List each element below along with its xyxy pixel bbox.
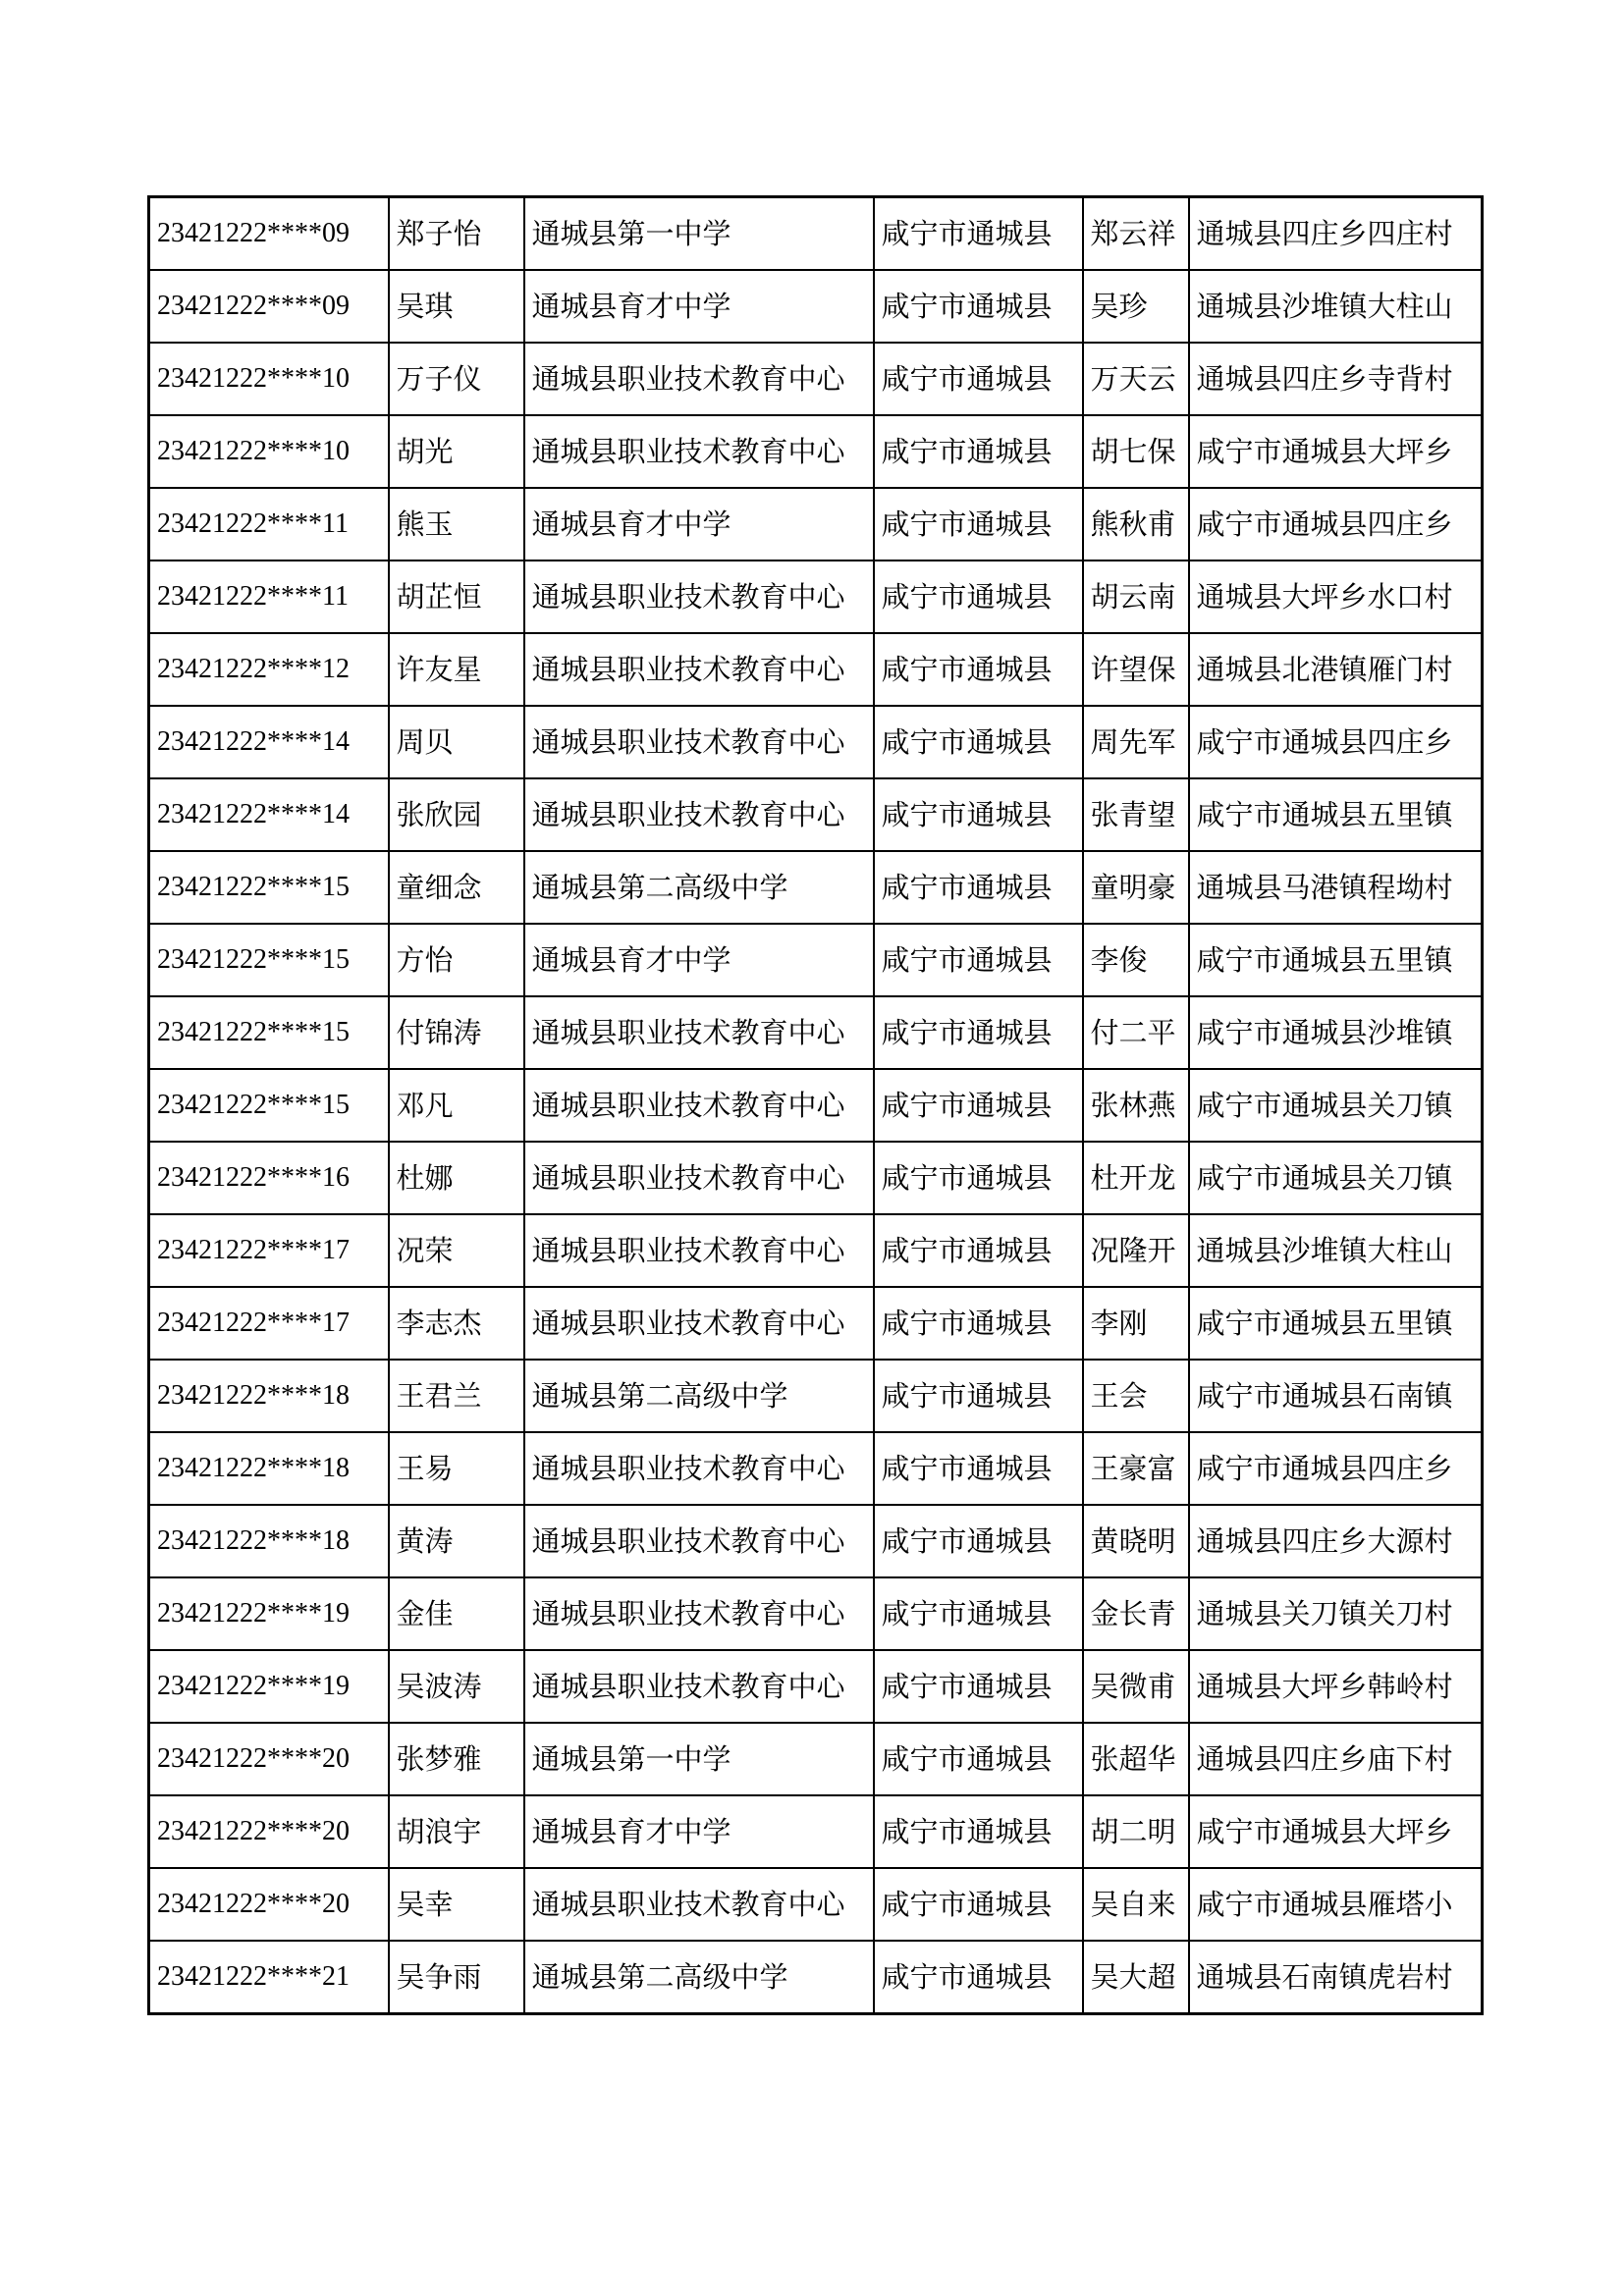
id-cell: 23421222****18	[149, 1360, 389, 1432]
guardian-cell: 胡云南	[1083, 561, 1189, 633]
address-cell: 咸宁市通城县五里镇	[1189, 778, 1483, 851]
name-cell: 许友星	[389, 633, 524, 706]
guardian-cell: 童明豪	[1083, 851, 1189, 924]
school-cell: 通城县职业技术教育中心	[524, 633, 874, 706]
school-cell: 通城县育才中学	[524, 924, 874, 996]
name-cell: 吴争雨	[389, 1941, 524, 2014]
table-row	[149, 1505, 1483, 1577]
region-cell: 咸宁市通城县	[874, 633, 1083, 706]
guardian-cell: 万天云	[1083, 343, 1189, 415]
name-cell: 熊玉	[389, 488, 524, 561]
name-cell: 黄涛	[389, 1505, 524, 1577]
table-row	[149, 415, 1483, 488]
table-row	[149, 1360, 1483, 1432]
address-cell: 通城县北港镇雁门村	[1189, 633, 1483, 706]
table-row	[149, 270, 1483, 343]
address-cell: 通城县四庄乡四庄村	[1189, 197, 1483, 271]
address-cell: 通城县四庄乡寺背村	[1189, 343, 1483, 415]
id-cell: 23421222****12	[149, 633, 389, 706]
name-cell: 童细念	[389, 851, 524, 924]
id-cell: 23421222****20	[149, 1723, 389, 1795]
name-cell: 郑子怡	[389, 197, 524, 271]
region-cell: 咸宁市通城县	[874, 851, 1083, 924]
table-row	[149, 706, 1483, 778]
table-row	[149, 561, 1483, 633]
region-cell: 咸宁市通城县	[874, 1795, 1083, 1868]
id-cell: 23421222****21	[149, 1941, 389, 2014]
name-cell: 胡芷恒	[389, 561, 524, 633]
address-cell: 通城县马港镇程坳村	[1189, 851, 1483, 924]
guardian-cell: 付二平	[1083, 996, 1189, 1069]
name-cell: 张梦雅	[389, 1723, 524, 1795]
id-cell: 23421222****15	[149, 851, 389, 924]
table-row	[149, 778, 1483, 851]
address-cell: 通城县大坪乡水口村	[1189, 561, 1483, 633]
region-cell: 咸宁市通城县	[874, 1941, 1083, 2014]
address-cell: 咸宁市通城县关刀镇	[1189, 1142, 1483, 1214]
table-row	[149, 1142, 1483, 1214]
id-cell: 23421222****10	[149, 343, 389, 415]
name-cell: 周贝	[389, 706, 524, 778]
table-row	[149, 197, 1483, 271]
address-cell: 通城县四庄乡大源村	[1189, 1505, 1483, 1577]
table-row	[149, 851, 1483, 924]
guardian-cell: 黄晓明	[1083, 1505, 1189, 1577]
school-cell: 通城县职业技术教育中心	[524, 1214, 874, 1287]
region-cell: 咸宁市通城县	[874, 1505, 1083, 1577]
school-cell: 通城县职业技术教育中心	[524, 1287, 874, 1360]
region-cell: 咸宁市通城县	[874, 1142, 1083, 1214]
table-row	[149, 343, 1483, 415]
address-cell: 咸宁市通城县四庄乡	[1189, 706, 1483, 778]
name-cell: 胡浪宇	[389, 1795, 524, 1868]
table-row	[149, 488, 1483, 561]
guardian-cell: 胡七保	[1083, 415, 1189, 488]
school-cell: 通城县职业技术教育中心	[524, 996, 874, 1069]
id-cell: 23421222****19	[149, 1650, 389, 1723]
region-cell: 咸宁市通城县	[874, 1287, 1083, 1360]
name-cell: 胡光	[389, 415, 524, 488]
guardian-cell: 李刚	[1083, 1287, 1189, 1360]
name-cell: 方怡	[389, 924, 524, 996]
school-cell: 通城县职业技术教育中心	[524, 1432, 874, 1505]
guardian-cell: 吴微甫	[1083, 1650, 1189, 1723]
guardian-cell: 张林燕	[1083, 1069, 1189, 1142]
region-cell: 咸宁市通城县	[874, 1214, 1083, 1287]
address-cell: 咸宁市通城县大坪乡	[1189, 1795, 1483, 1868]
region-cell: 咸宁市通城县	[874, 778, 1083, 851]
table-row	[149, 633, 1483, 706]
table-row	[149, 1432, 1483, 1505]
school-cell: 通城县第一中学	[524, 197, 874, 271]
name-cell: 万子仪	[389, 343, 524, 415]
school-cell: 通城县职业技术教育中心	[524, 1577, 874, 1650]
region-cell: 咸宁市通城县	[874, 924, 1083, 996]
guardian-cell: 张超华	[1083, 1723, 1189, 1795]
school-cell: 通城县职业技术教育中心	[524, 1650, 874, 1723]
name-cell: 吴幸	[389, 1868, 524, 1941]
school-cell: 通城县育才中学	[524, 270, 874, 343]
name-cell: 张欣园	[389, 778, 524, 851]
roster-body	[149, 197, 1483, 2014]
id-cell: 23421222****19	[149, 1577, 389, 1650]
address-cell: 咸宁市通城县关刀镇	[1189, 1069, 1483, 1142]
school-cell: 通城县职业技术教育中心	[524, 343, 874, 415]
table-row	[149, 1577, 1483, 1650]
guardian-cell: 熊秋甫	[1083, 488, 1189, 561]
school-cell: 通城县职业技术教育中心	[524, 1505, 874, 1577]
id-cell: 23421222****14	[149, 706, 389, 778]
address-cell: 咸宁市通城县五里镇	[1189, 924, 1483, 996]
id-cell: 23421222****18	[149, 1432, 389, 1505]
guardian-cell: 张青望	[1083, 778, 1189, 851]
table-row	[149, 1069, 1483, 1142]
name-cell: 王君兰	[389, 1360, 524, 1432]
name-cell: 付锦涛	[389, 996, 524, 1069]
guardian-cell: 郑云祥	[1083, 197, 1189, 271]
address-cell: 咸宁市通城县石南镇	[1189, 1360, 1483, 1432]
table-row	[149, 1287, 1483, 1360]
school-cell: 通城县第二高级中学	[524, 1360, 874, 1432]
school-cell: 通城县第二高级中学	[524, 851, 874, 924]
address-cell: 咸宁市通城县沙堆镇	[1189, 996, 1483, 1069]
address-cell: 通城县大坪乡韩岭村	[1189, 1650, 1483, 1723]
guardian-cell: 胡二明	[1083, 1795, 1189, 1868]
school-cell: 通城县职业技术教育中心	[524, 1868, 874, 1941]
address-cell: 通城县沙堆镇大柱山	[1189, 1214, 1483, 1287]
school-cell: 通城县职业技术教育中心	[524, 1069, 874, 1142]
id-cell: 23421222****11	[149, 488, 389, 561]
region-cell: 咸宁市通城县	[874, 1360, 1083, 1432]
table-row	[149, 1941, 1483, 2014]
id-cell: 23421222****11	[149, 561, 389, 633]
address-cell: 通城县关刀镇关刀村	[1189, 1577, 1483, 1650]
school-cell: 通城县职业技术教育中心	[524, 706, 874, 778]
id-cell: 23421222****15	[149, 996, 389, 1069]
region-cell: 咸宁市通城县	[874, 1723, 1083, 1795]
address-cell: 通城县沙堆镇大柱山	[1189, 270, 1483, 343]
address-cell: 通城县四庄乡庙下村	[1189, 1723, 1483, 1795]
guardian-cell: 许望保	[1083, 633, 1189, 706]
table-row	[149, 1723, 1483, 1795]
name-cell: 金佳	[389, 1577, 524, 1650]
guardian-cell: 吴自来	[1083, 1868, 1189, 1941]
name-cell: 李志杰	[389, 1287, 524, 1360]
school-cell: 通城县职业技术教育中心	[524, 1142, 874, 1214]
guardian-cell: 王豪富	[1083, 1432, 1189, 1505]
address-cell: 咸宁市通城县雁塔小	[1189, 1868, 1483, 1941]
guardian-cell: 吴大超	[1083, 1941, 1189, 2014]
school-cell: 通城县育才中学	[524, 1795, 874, 1868]
id-cell: 23421222****15	[149, 924, 389, 996]
table-row	[149, 1214, 1483, 1287]
table-row	[149, 996, 1483, 1069]
guardian-cell: 王会	[1083, 1360, 1189, 1432]
id-cell: 23421222****15	[149, 1069, 389, 1142]
id-cell: 23421222****14	[149, 778, 389, 851]
id-cell: 23421222****20	[149, 1868, 389, 1941]
school-cell: 通城县职业技术教育中心	[524, 561, 874, 633]
guardian-cell: 周先军	[1083, 706, 1189, 778]
address-cell: 咸宁市通城县四庄乡	[1189, 1432, 1483, 1505]
region-cell: 咸宁市通城县	[874, 488, 1083, 561]
id-cell: 23421222****17	[149, 1287, 389, 1360]
guardian-cell: 吴珍	[1083, 270, 1189, 343]
region-cell: 咸宁市通城县	[874, 415, 1083, 488]
table-row	[149, 924, 1483, 996]
name-cell: 邓凡	[389, 1069, 524, 1142]
guardian-cell: 金长青	[1083, 1577, 1189, 1650]
guardian-cell: 杜开龙	[1083, 1142, 1189, 1214]
student-roster-table	[147, 195, 1484, 2015]
region-cell: 咸宁市通城县	[874, 996, 1083, 1069]
id-cell: 23421222****16	[149, 1142, 389, 1214]
school-cell: 通城县职业技术教育中心	[524, 778, 874, 851]
name-cell: 吴琪	[389, 270, 524, 343]
region-cell: 咸宁市通城县	[874, 343, 1083, 415]
name-cell: 杜娜	[389, 1142, 524, 1214]
address-cell: 通城县石南镇虎岩村	[1189, 1941, 1483, 2014]
region-cell: 咸宁市通城县	[874, 1577, 1083, 1650]
region-cell: 咸宁市通城县	[874, 1650, 1083, 1723]
address-cell: 咸宁市通城县五里镇	[1189, 1287, 1483, 1360]
address-cell: 咸宁市通城县四庄乡	[1189, 488, 1483, 561]
school-cell: 通城县职业技术教育中心	[524, 415, 874, 488]
region-cell: 咸宁市通城县	[874, 1432, 1083, 1505]
region-cell: 咸宁市通城县	[874, 706, 1083, 778]
id-cell: 23421222****17	[149, 1214, 389, 1287]
name-cell: 吴波涛	[389, 1650, 524, 1723]
id-cell: 23421222****09	[149, 270, 389, 343]
school-cell: 通城县第二高级中学	[524, 1941, 874, 2014]
id-cell: 23421222****18	[149, 1505, 389, 1577]
table-row	[149, 1868, 1483, 1941]
table-row	[149, 1650, 1483, 1723]
region-cell: 咸宁市通城县	[874, 1868, 1083, 1941]
name-cell: 王易	[389, 1432, 524, 1505]
school-cell: 通城县育才中学	[524, 488, 874, 561]
id-cell: 23421222****09	[149, 197, 389, 271]
id-cell: 23421222****10	[149, 415, 389, 488]
table-row	[149, 1795, 1483, 1868]
guardian-cell: 李俊	[1083, 924, 1189, 996]
address-cell: 咸宁市通城县大坪乡	[1189, 415, 1483, 488]
region-cell: 咸宁市通城县	[874, 561, 1083, 633]
name-cell: 况荣	[389, 1214, 524, 1287]
school-cell: 通城县第一中学	[524, 1723, 874, 1795]
id-cell: 23421222****20	[149, 1795, 389, 1868]
region-cell: 咸宁市通城县	[874, 1069, 1083, 1142]
region-cell: 咸宁市通城县	[874, 197, 1083, 271]
guardian-cell: 况隆开	[1083, 1214, 1189, 1287]
region-cell: 咸宁市通城县	[874, 270, 1083, 343]
